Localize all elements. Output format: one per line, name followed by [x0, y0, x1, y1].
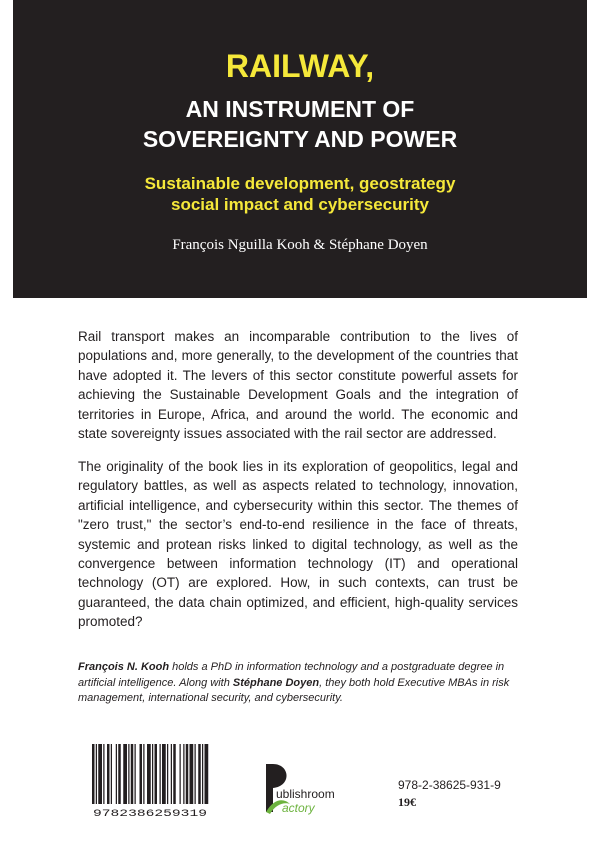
title-line-3: SOVEREIGNTY AND POWER [142, 126, 458, 152]
barcode [86, 742, 210, 819]
author-1-name: François N. Kooh [78, 661, 170, 673]
subtitle-line-2: social impact and cybersecurity [171, 195, 429, 214]
description-paragraph-2: The originality of the book lies in its exploration of geopolitics, legal and regulatory battles, as well as aspects related to technology, innovation, artificial intelligence, and cybersecurity within this sector. The themes of "zero trust," the sector’s end-to-end resilience in the face of threats, systemic and protean risks linked to digital technology, as well as the convergence between information technology (IT) and operational technology (OT) are explored. How, in such contexts, can trust be guaranteed, the data chain optimized, and efficient, high-quality services promoted? [78, 459, 518, 630]
publisher-logo [262, 762, 366, 822]
authors: François Nguilla Kooh & Stéphane Doyen [172, 237, 428, 253]
barcode-bars [92, 744, 208, 804]
bio-text-2: , they both hold Executive MBAs in risk management, international security, and cybersecurity. [78, 676, 510, 704]
description-paragraph-1: Rail transport makes an incomparable contribution to the lives of populations and, more generally, to the development of the countries that have adopted it. The levers of this sector constitute powerful assets for achieving the Sustainable Development Goals and the integration of territories in Europe, Africa, and around the world. The economic and state sovereignty issues associated with the rail sector are addressed. [78, 329, 518, 442]
title-line-2: AN INSTRUMENT OF [185, 96, 415, 122]
author-2-name: Stéphane Doyen [232, 676, 320, 689]
isbn: 978-2-38625-931-9 [398, 778, 501, 792]
subtitle-line-1: Sustainable development, geostrategy [144, 174, 456, 193]
bio-text-1: holds a PhD in information technology and a postgraduate degree in artificial intelligence. Along with [78, 661, 505, 689]
author-bio [78, 660, 518, 707]
publisher-logo-line-2: actory [282, 801, 315, 815]
price: 19€ [398, 795, 416, 809]
title-line-1: RAILWAY, [225, 48, 375, 84]
cover-banner [13, 0, 587, 298]
publisher-logo-line-1: ublishroom [276, 787, 335, 801]
barcode-number: 9782386259319 [93, 808, 207, 819]
